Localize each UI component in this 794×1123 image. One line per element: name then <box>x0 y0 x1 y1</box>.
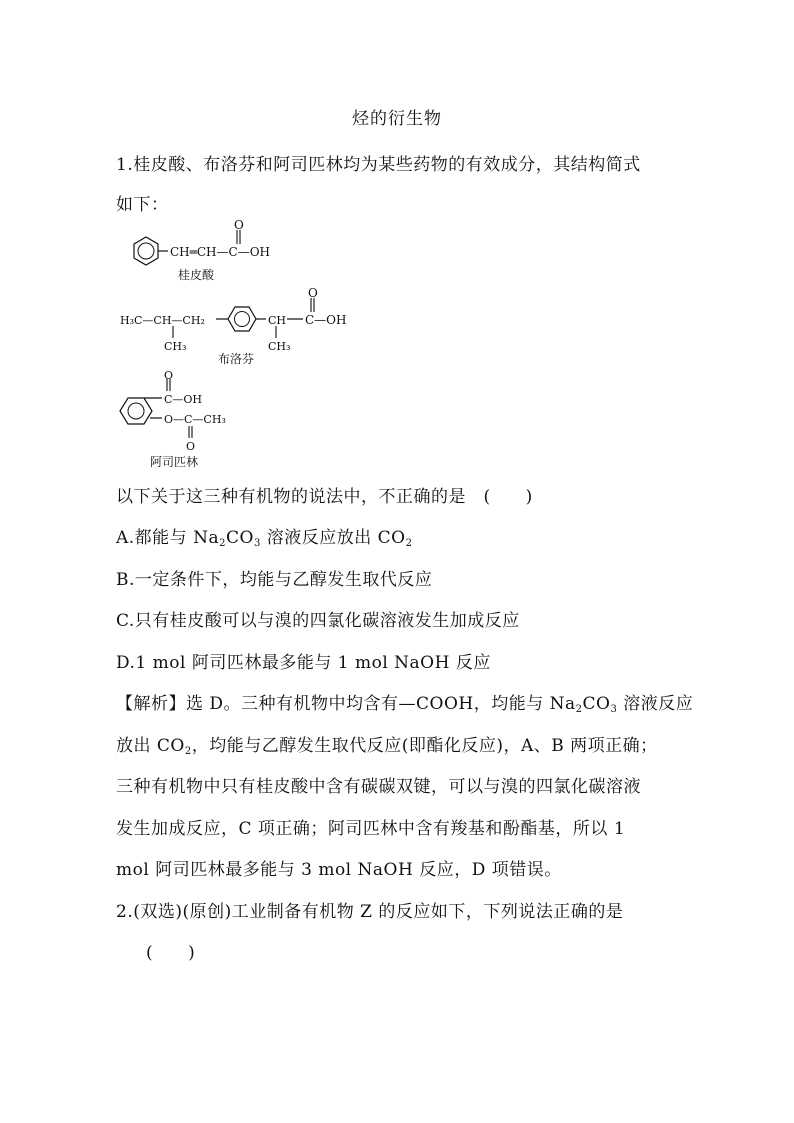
cinnamic-carbonyl-o: O <box>234 218 244 232</box>
aspirin-carbonyl-o-top: O <box>164 369 174 382</box>
q1-option-a: A.都能与 $Na_2CO_3$ 溶液反应放出 $CO_2$ <box>116 528 413 549</box>
q1-stem-line2: 如下： <box>116 195 169 215</box>
page-title: 烃的衍生物 <box>352 109 442 129</box>
aspirin-acid: C—OH <box>164 393 203 406</box>
q1-stem-line1: 1.桂皮酸、布洛芬和阿司匹林均为某些药物的有效成分，其结构简式 <box>116 155 641 175</box>
analysis-line-4: 发生加成反应，C 项正确；阿司匹林中含有羧基和酚酯基，所以 1 <box>116 819 626 839</box>
benzene-ring-icon <box>120 398 152 424</box>
cinnamic-acid-label: 桂皮酸 <box>178 268 215 282</box>
q1-option-d: D.1 mol 阿司匹林最多能与 1 mol NaOH 反应 <box>116 653 491 673</box>
q2-answer-blank: ( ) <box>146 943 196 963</box>
analysis-line-5: mol 阿司匹林最多能与 3 mol NaOH 反应，D 项错误。 <box>116 860 562 880</box>
q1-question: 以下关于这三种有机物的说法中，不正确的是 ( ) <box>116 487 533 507</box>
ibuprofen-ch: CH <box>268 314 287 327</box>
benzene-ring-icon <box>228 307 256 331</box>
ibuprofen-label: 布洛芬 <box>218 352 255 366</box>
analysis-line-1: 【解析】选 D。三种有机物中均含有—COOH，均能与 $Na_2CO_3$ 溶液反应 <box>116 694 694 715</box>
aspirin-ester: O—C—CH₃ <box>164 413 226 426</box>
ibuprofen-right-branch: CH₃ <box>268 340 291 353</box>
cinnamic-acid-structure <box>116 218 316 288</box>
analysis-line-3: 三种有机物中只有桂皮酸中含有碳碳双键，可以与溴的四氯化碳溶液 <box>116 777 641 797</box>
aromatic-circle <box>138 243 154 259</box>
aspirin-structure <box>116 370 256 455</box>
ibuprofen-structure <box>116 286 376 356</box>
ibuprofen-carbonyl-o: O <box>308 286 318 300</box>
aspirin-label: 阿司匹林 <box>150 455 199 469</box>
q1-option-b: B.一定条件下，均能与乙醇发生取代反应 <box>116 570 433 590</box>
q2-stem: 2.(双选)(原创)工业制备有机物 Z 的反应如下，下列说法正确的是 <box>116 902 624 922</box>
cinnamic-chain: CH═CH—C—OH <box>170 245 271 259</box>
aspirin-carbonyl-o-bottom: O <box>186 440 196 453</box>
ibuprofen-branch: CH₃ <box>164 340 187 353</box>
ibuprofen-acid: C—OH <box>305 313 347 327</box>
analysis-line-2: 放出 $CO_2$，均能与乙醇发生取代反应(即酯化反应)，A、B 两项正确； <box>116 736 658 757</box>
ibuprofen-left-chain: H₃C—CH—CH₂ <box>120 314 205 327</box>
q1-option-c: C.只有桂皮酸可以与溴的四氯化碳溶液发生加成反应 <box>116 611 520 631</box>
